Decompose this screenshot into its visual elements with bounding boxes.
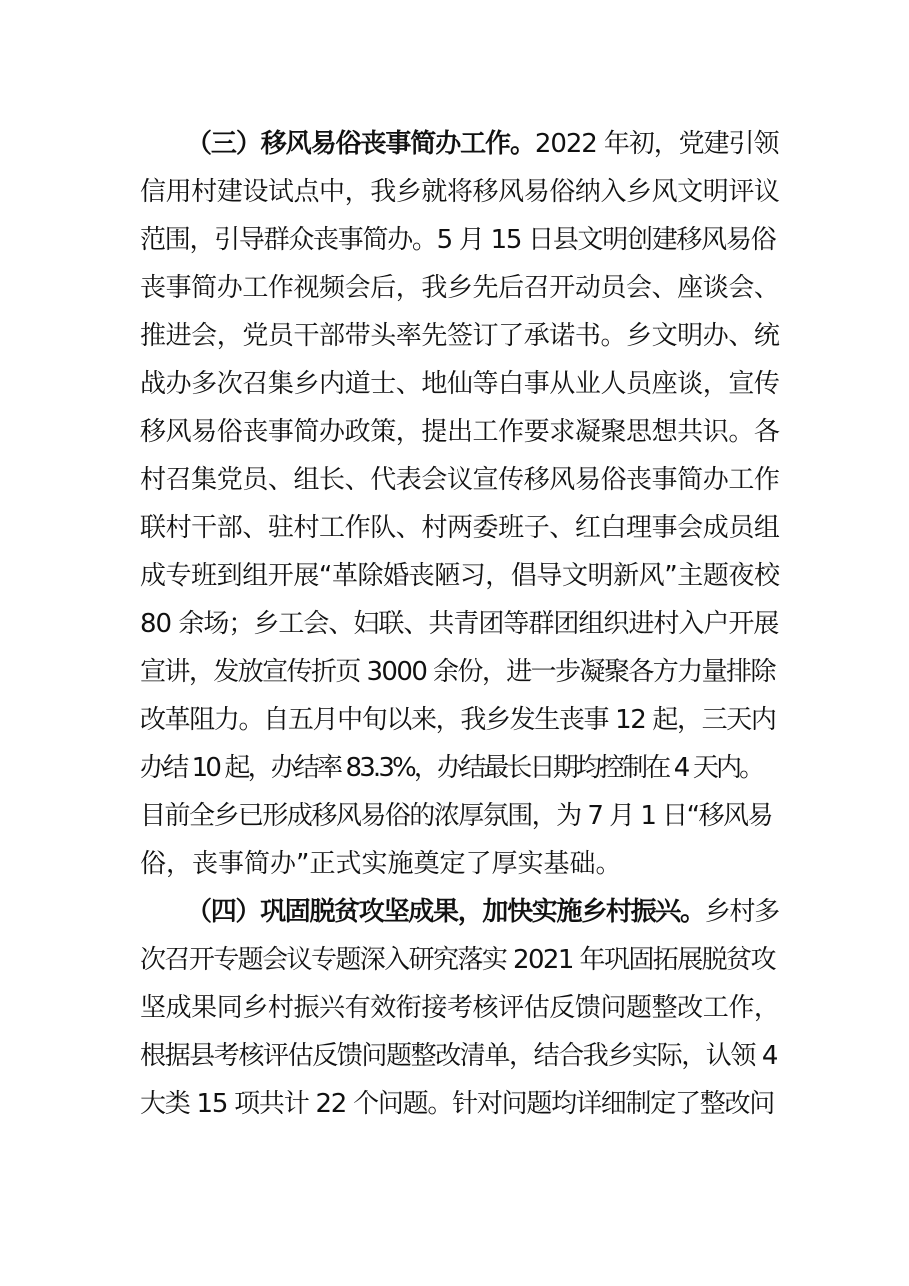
paragraph-line: 丧事简办工作视频会后，我乡先后召开动员会、座谈会、 [140, 273, 780, 303]
paragraph-line [186, 896, 780, 928]
paragraph-line: 80 余场；乡工会、妇联、共青团等群团组织进村入户开展 [140, 609, 779, 639]
paragraph-line: 改革阻力。自五月中旬以来，我乡发生丧事 12 起，三天内 [140, 705, 776, 735]
paragraph-line: 联村干部、驻村工作队、村两委班子、红白理事会成员组 [140, 513, 780, 543]
paragraph-line: 成专班到组开展“革除婚丧陋习，倡导文明新风”主题夜校 [140, 561, 780, 591]
paragraph-line [186, 128, 780, 160]
paragraph-text: 乡村多 [704, 897, 779, 927]
paragraph-line: 根据县考核评估反馈问题整改清单，结合我乡实际，认领 4 [140, 1041, 778, 1071]
paragraph-line: 战办多次召集乡内道士、地仙等白事从业人员座谈，宣传 [140, 369, 780, 399]
paragraph-line: 次召开专题会议专题深入研究落实 2021 年巩固拓展脱贫攻 [140, 945, 775, 975]
paragraph-line: 宣讲，发放宣传折页 3000 余份，进一步凝聚各方力量排除 [140, 657, 775, 687]
section-heading: （三）移风易俗丧事简办工作。 [186, 129, 535, 159]
paragraph-line: 移风易俗丧事简办政策，提出工作要求凝聚思想共识。各 [140, 417, 780, 447]
paragraph-line: 村召集党员、组长、代表会议宣传移风易俗丧事简办工作 [140, 465, 780, 495]
paragraph-line: 信用村建设试点中，我乡就将移风易俗纳入乡风文明评议 [140, 177, 780, 207]
paragraph-line: 大类 15 项共计 22 个问题。针对问题均详细制定了整改问 [140, 1089, 775, 1119]
paragraph-line: 目前全乡已形成移风易俗的浓厚氛围，为 7 月 1 日“移风易 [140, 801, 773, 831]
paragraph-text: 2022 年初，党建引领 [534, 129, 779, 159]
paragraph-line: 坚成果同乡村振兴有效衔接考核评估反馈问题整改工作， [140, 993, 780, 1023]
paragraph-line: 办结 10 起，办结率 83.3%，办结最长日期均控制在 4 天内。 [140, 753, 763, 783]
section-heading: （四）巩固脱贫攻坚成果，加快实施乡村振兴。 [186, 897, 705, 927]
paragraph-line: 范围，引导群众丧事简办。5 月 15 日县文明创建移风易俗 [140, 225, 776, 255]
paragraph-line: 推进会，党员干部带头率先签订了承诺书。乡文明办、统 [140, 321, 780, 351]
paragraph-line: 俗，丧事简办”正式实施奠定了厚实基础。 [140, 849, 622, 879]
